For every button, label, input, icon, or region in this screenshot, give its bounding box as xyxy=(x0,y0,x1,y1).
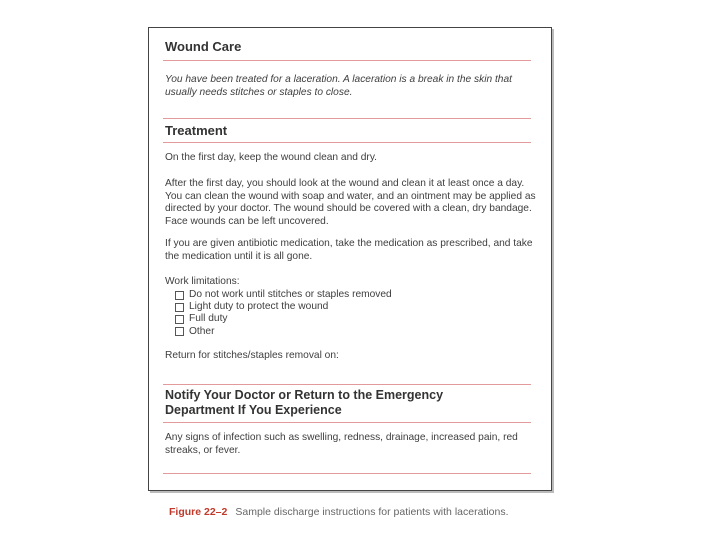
figure-caption xyxy=(169,506,509,518)
return-label: Return for stitches/staples removal on: xyxy=(165,350,339,361)
divider xyxy=(163,118,531,119)
treatment-paragraph-2: After the first day, you should look at the wound and clean it at least once a day. You can clean the wound with soap and water, and an ointment may be applied as directed by your doctor. The wound should be covered with a clean, dry bandage. Face wounds can be left uncovered. xyxy=(165,178,536,227)
treatment-heading: Treatment xyxy=(165,123,228,138)
wound-care-heading: Wound Care xyxy=(165,39,242,54)
divider xyxy=(163,142,531,143)
notify-heading-line-2: Department If You Experience xyxy=(165,403,342,417)
work-limitation-option xyxy=(175,326,392,338)
divider xyxy=(163,422,531,423)
work-limitation-option xyxy=(175,289,392,301)
checkbox xyxy=(175,315,184,324)
wound-care-intro: You have been treated for a laceration. A laceration is a break in the skin that usually needs stitches or staples to close. xyxy=(165,74,512,98)
checkbox xyxy=(175,327,184,336)
notify-heading xyxy=(165,388,443,418)
work-limitation-option xyxy=(175,301,392,313)
treatment-paragraph-1: On the first day, keep the wound clean and dry. xyxy=(165,152,377,163)
divider xyxy=(163,473,531,474)
work-limitations-label: Work limitations: xyxy=(165,276,240,287)
option-label: Full duty xyxy=(189,313,228,325)
notify-text: Any signs of infection such as swelling, redness, drainage, increased pain, red streaks, or fever. xyxy=(165,432,518,456)
divider xyxy=(163,384,531,385)
checkbox xyxy=(175,303,184,312)
option-label: Other xyxy=(189,325,215,337)
discharge-instructions-card xyxy=(148,27,552,491)
option-label: Light duty to protect the wound xyxy=(189,301,329,313)
option-label: Do not work until stitches or staples removed xyxy=(189,289,392,300)
figure-label: Figure 22–2 xyxy=(169,506,228,518)
work-limitation-option xyxy=(175,313,392,325)
caption-text: Sample discharge instructions for patients with lacerations. xyxy=(235,506,509,518)
checkbox xyxy=(175,291,184,300)
treatment-paragraph-3: If you are given antibiotic medication, take the medication as prescribed, and take the medication until it is all gone. xyxy=(165,238,533,262)
notify-heading-line-1: Notify Your Doctor or Return to the Emergency xyxy=(165,388,444,402)
divider xyxy=(163,60,531,61)
work-limitations-list xyxy=(175,289,392,338)
